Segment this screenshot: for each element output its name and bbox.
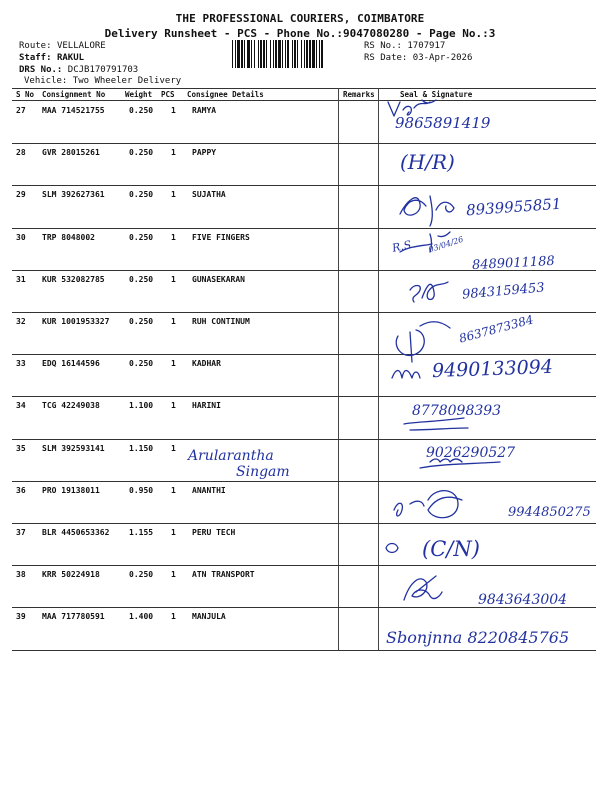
handwriting-35: 9026290527	[426, 445, 516, 461]
row-separator	[12, 565, 596, 566]
staff-value: RAKUL	[56, 53, 85, 63]
row-separator	[12, 439, 596, 440]
row-weight: 0.950	[129, 485, 154, 495]
row-pcs: 1	[171, 443, 176, 453]
row-consignee: ANANTHI	[192, 485, 226, 495]
row-separator	[12, 396, 596, 397]
row-consignee: SUJATHA	[192, 190, 226, 200]
row-separator	[12, 228, 596, 229]
row-pcs: 1	[171, 190, 176, 200]
row-consignment: KRR 50224918	[42, 570, 100, 580]
barcode-image	[232, 40, 358, 68]
col-consignee: Consignee Details	[187, 90, 264, 99]
row-separator	[12, 650, 596, 651]
row-separator	[12, 523, 596, 524]
handwriting-27: 9865891419	[395, 114, 491, 132]
row-weight: 1.150	[129, 443, 154, 453]
rs-date-value: 03-Apr-2026	[412, 53, 473, 63]
handwriting-31: 9843159453	[461, 280, 546, 303]
handwriting-39: Sbonjnna 8220845765	[386, 628, 570, 647]
row-consignment: BLR 4450653362	[42, 528, 110, 537]
signature-29	[400, 196, 454, 226]
col-weight: Weight	[125, 90, 153, 99]
row-pcs: 1	[171, 148, 176, 158]
row-weight: 1.100	[129, 401, 154, 411]
row-sno: 27	[16, 106, 26, 115]
row-consignee: RUH CONTINUM	[192, 317, 250, 326]
signature-38	[404, 576, 442, 600]
col-pcs: PCS	[161, 90, 175, 99]
handwriting-32: 8637873384	[457, 312, 535, 346]
row-consignee: GUNASEKARAN	[192, 274, 245, 284]
signature-33	[392, 371, 420, 379]
row-sno: 31	[16, 274, 26, 284]
col-sno: S No	[16, 90, 35, 99]
row-sno: 29	[16, 190, 26, 200]
row-weight: 1.400	[129, 612, 154, 622]
drs-line: DRS No.: DCJB170791703	[19, 65, 139, 75]
handwriting-30-note: R.S	[390, 238, 413, 255]
row-separator	[12, 143, 596, 144]
row-consignee: HARINI	[192, 401, 221, 411]
row-pcs: 1	[171, 359, 176, 369]
company-title: THE PROFESSIONAL COURIERS, COIMBATORE	[175, 12, 425, 25]
handwriting-35-name-2: Singam	[236, 464, 290, 480]
row-separator	[12, 481, 596, 482]
row-sno: 28	[16, 148, 26, 158]
handwriting-33: 9490133094	[431, 355, 554, 383]
row-pcs: 1	[171, 570, 176, 580]
rs-no-value: 1707917	[407, 41, 446, 51]
handwriting-30: 8489011188	[471, 253, 556, 274]
row-weight: 0.250	[129, 359, 154, 369]
row-consignee: PAPPY	[192, 148, 217, 158]
row-pcs: 1	[171, 612, 176, 622]
row-consignment: GVR 28015261	[42, 148, 100, 158]
row-consignment: KUR 1001953327	[42, 317, 110, 326]
handwriting-37: (C/N)	[422, 537, 480, 561]
row-consignment: KUR 532082785	[42, 274, 105, 284]
header-bottom-rule	[12, 100, 596, 101]
row-separator	[12, 354, 596, 355]
row-pcs: 1	[171, 528, 176, 537]
handwriting-36: 9944850275	[508, 505, 591, 520]
row-consignee: RAMYA	[192, 106, 217, 115]
signature-34	[404, 418, 468, 430]
row-consignment: EDQ 16144596	[42, 359, 100, 369]
row-sno: 38	[16, 570, 26, 580]
row-consignee: ATN TRANSPORT	[192, 570, 255, 580]
row-consignee: FIVE FINGERS	[192, 232, 250, 242]
handwriting-30-date: 03/04/26	[427, 234, 465, 255]
vehicle-line: Vehicle: Two Wheeler Delivery	[24, 76, 182, 86]
route-line: Route: VELLALORE	[19, 41, 106, 51]
row-sno: 36	[16, 485, 26, 495]
row-pcs: 1	[171, 401, 176, 411]
col-consignment: Consignment No	[42, 90, 106, 99]
row-separator	[12, 185, 596, 186]
handwriting-29: 8939955851	[465, 194, 562, 220]
row-weight: 0.250	[129, 570, 154, 580]
row-pcs: 1	[171, 485, 176, 495]
handwriting-35-name-1: Arularantha	[188, 448, 274, 464]
drs-value: DCJB170791703	[67, 65, 139, 75]
row-consignee: PERU TECH	[192, 528, 236, 537]
handwriting-34: 8778098393	[412, 403, 502, 419]
row-consignment: SLM 392593141	[42, 443, 105, 453]
row-sno: 37	[16, 528, 26, 537]
row-consignment: SLM 392627361	[42, 190, 105, 200]
row-sno: 35	[16, 443, 26, 453]
row-consignment: PRO 19138011	[42, 485, 100, 495]
row-consignment: MAA 717780591	[42, 612, 105, 622]
handwriting-28: (H/R)	[400, 150, 455, 174]
row-weight: 0.250	[129, 106, 154, 115]
row-separator	[12, 312, 596, 313]
row-pcs: 1	[171, 274, 176, 284]
row-consignee: MANJULA	[192, 612, 226, 622]
row-sno: 39	[16, 612, 26, 622]
row-weight: 0.250	[129, 232, 154, 242]
row-weight: 0.250	[129, 317, 154, 326]
signature-31	[410, 282, 448, 302]
row-sno: 34	[16, 401, 26, 411]
staff-line: Staff: RAKUL	[19, 53, 85, 63]
row-weight: 0.250	[129, 274, 154, 284]
row-consignment: TCG 42249038	[42, 401, 100, 411]
row-consignment: TRP 8048002	[42, 232, 95, 242]
row-pcs: 1	[171, 106, 176, 115]
handwriting-38: 9843643004	[478, 592, 568, 608]
route-value: VELLALORE	[56, 41, 106, 51]
row-weight: 1.155	[129, 528, 154, 537]
col-seal: Seal & Signature	[400, 90, 473, 99]
signature-37	[386, 544, 398, 553]
rs-no-line: RS No.: 1707917	[364, 41, 446, 51]
header-top-rule	[12, 88, 596, 89]
signature-32	[396, 322, 450, 362]
row-sno: 33	[16, 359, 26, 369]
row-sno: 30	[16, 232, 26, 242]
row-consignee: KADHAR	[192, 359, 221, 369]
row-pcs: 1	[171, 317, 176, 326]
runsheet-subtitle: Delivery Runsheet - PCS - Phone No.:9047080280 - Page No.:3	[104, 27, 496, 40]
row-weight: 0.250	[129, 148, 154, 158]
signature-36	[394, 491, 462, 518]
col-remarks: Remarks	[343, 90, 375, 99]
row-consignment: MAA 714521755	[42, 106, 105, 115]
row-sno: 32	[16, 317, 26, 326]
vehicle-value: Two Wheeler Delivery	[72, 76, 182, 86]
row-pcs: 1	[171, 232, 176, 242]
row-weight: 0.250	[129, 190, 154, 200]
rs-date-line: RS Date: 03-Apr-2026	[364, 53, 473, 63]
